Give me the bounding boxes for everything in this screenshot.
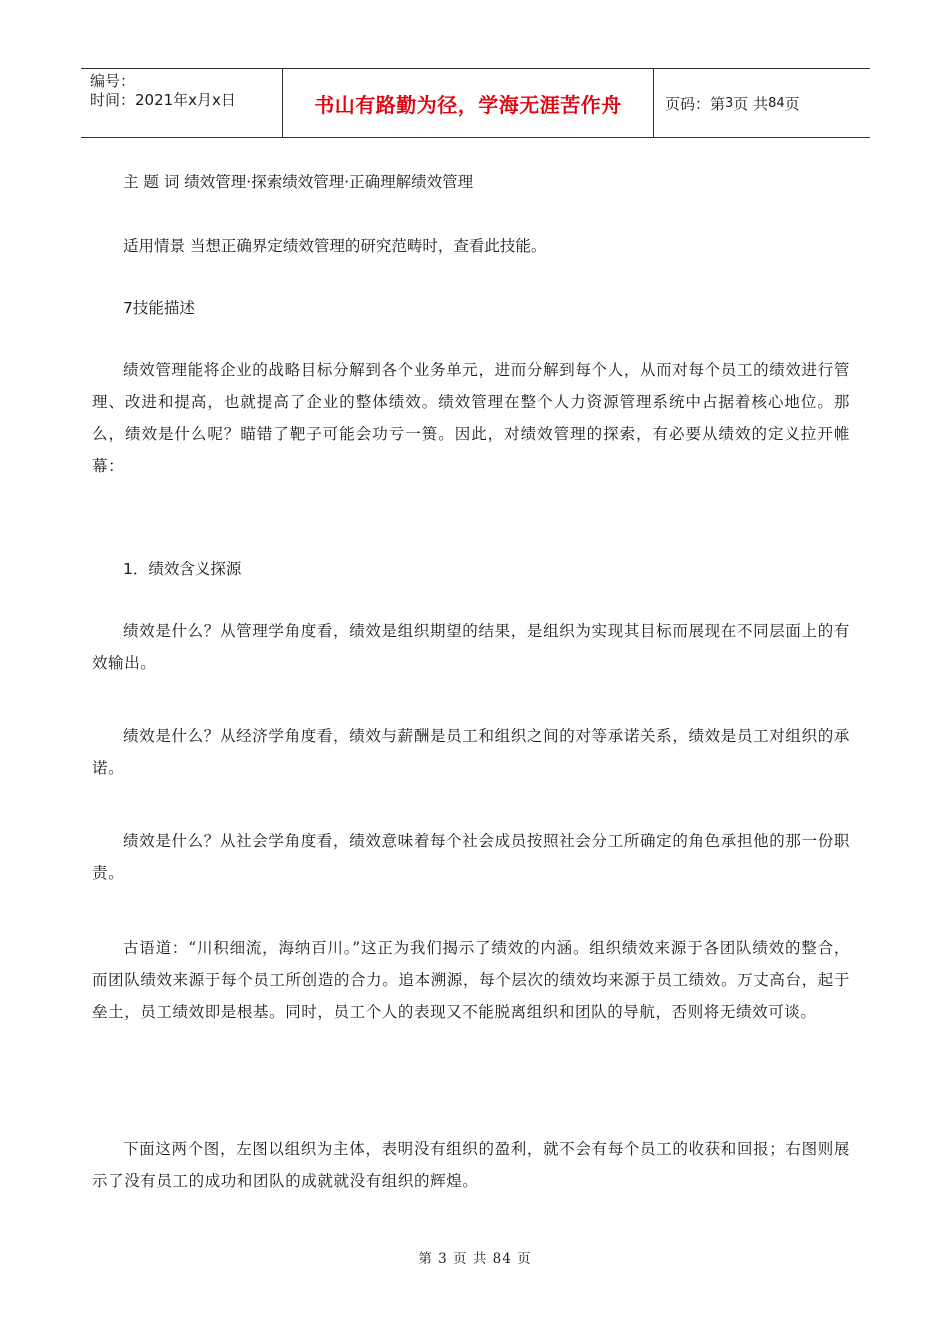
section-title: 7技能描述 (123, 299, 195, 317)
paragraph: 绩效是什么？从社会学角度看，绩效意味着每个社会成员按照社会分工所确定的角色承担他的那一份职责。 (92, 832, 850, 882)
keywords-line: 主 题 词 绩效管理·探索绩效管理·正确理解绩效管理 (123, 173, 474, 191)
paragraph: 下面这两个图，左图以组织为主体，表明没有组织的盈利，就不会有每个员工的收获和回报；右图则展示了没有员工的成功和团队的成就就没有组织的辉煌。 (92, 1140, 850, 1190)
page-total: 84 (768, 95, 785, 111)
header-motto: 书山有路勤为径，学海无涯苦作舟 (282, 69, 654, 137)
page-footer: 第 3 页 共 84 页 (418, 1251, 532, 1267)
time-label: 时间：2021年x月x日 (90, 91, 236, 109)
paragraph: 绩效是什么？从管理学角度看，绩效是组织期望的结果，是组织为实现其目标而展现在不同层面上的有效输出。 (92, 622, 850, 672)
header-info (81, 69, 281, 137)
page-prefix: 页码：第 (665, 94, 726, 113)
paragraph: 绩效管理能将企业的战略目标分解到各个业务单元，进而分解到每个人，从而对每个员工的绩效进行管理、改进和提高，也就提高了企业的整体绩效。绩效管理在整个人力资源管理系统中占据着核心地位。那么，绩效是什么呢？瞄错了靶子可能会功亏一篑。因此，对绩效管理的探索，有必要从绩效的定义拉开帷幕： (92, 361, 850, 475)
scenario-line: 适用情景 当想正确界定绩效管理的研究范畴时，查看此技能。 (123, 237, 547, 255)
header-page-info (654, 69, 870, 137)
paragraph: 绩效是什么？从经济学角度看，绩效与薪酬是员工和组织之间的对等承诺关系，绩效是员工对组织的承诺。 (92, 727, 850, 777)
page-header (81, 68, 870, 138)
subsection-title: 1．绩效含义探源 (123, 560, 242, 578)
page-mid: 页 共 (733, 94, 769, 113)
page-number: 3 (725, 95, 734, 111)
paragraph: 古语道：“川积细流，海纳百川。”这正为我们揭示了绩效的内涵。组织绩效来源于各团队绩效的整合，而团队绩效来源于每个员工所创造的合力。追本溯源，每个层次的绩效均来源于员工绩效。万丈高台，起于垒土，员工绩效即是根基。同时，员工个人的表现又不能脱离组织和团队的导航，否则将无绩效可谈。 (92, 939, 850, 1021)
number-label: 编号： (90, 72, 136, 90)
page-suffix: 页 (784, 94, 800, 113)
